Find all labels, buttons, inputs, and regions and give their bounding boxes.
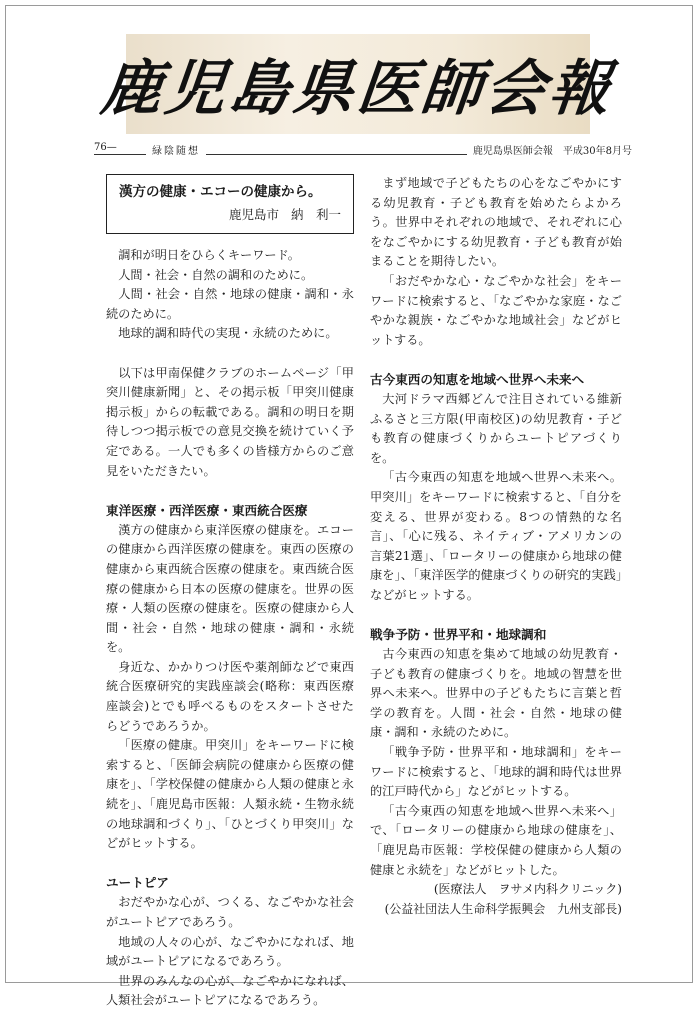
- section-name: 緑陰随想: [146, 142, 206, 157]
- signature-affiliation: (公益社団法人生命科学振興会 九州支部長): [384, 901, 622, 916]
- body-paragraph: 大河ドラマ西郷どんで注目されている維新ふるさと三方限(甲南校区)の幼児教育・子ども教育の健康づくりからユートピアづくりを。: [370, 391, 622, 465]
- body-paragraph: 身近な、かかりつけ医や薬剤師などで東西統合医療研究的実践座談会(略称：東西医療座談会)とでも呼べるものをスタートさせたらどうであろうか。: [106, 659, 354, 733]
- signature-affiliation: (医療法人 ヲサメ内科クリニック): [433, 882, 622, 897]
- body-paragraph: 世界のみんなの心が、なごやかになれば、人類社会がユートピアになるであろう。: [106, 973, 354, 1008]
- left-column: [106, 174, 354, 1011]
- body-paragraph: 「古今東西の知恵を地域へ世界へ未来へ。甲突川」をキーワードに検索すると、「自分を変える、世界が変わる。8つの情熱的な名言」、「心に残る、ネイティブ・アメリカンの言葉21選」、「ロータリーの健康から地球の健康を」、「東洋医学的健康づくりの研究的実践」などがヒットする。: [370, 470, 622, 602]
- masthead-banner: [97, 34, 618, 134]
- page-header: [94, 142, 632, 158]
- journal-page: [5, 5, 693, 1008]
- intro-line: 人間・社会・自然の調和のために。: [118, 267, 314, 282]
- body-paragraph: 「古今東西の知恵を地域へ世界へ未来へ」で、「ロータリーの健康から地球の健康を」、「鹿児島市医報：学校保健の健康から人類の健康と永続を」などがヒットした。: [370, 803, 622, 877]
- intro-line: 人間・社会・自然・地球の健康・調和・永続のために。: [106, 287, 354, 321]
- intro-line: 調和が明日をひらくキーワード。: [118, 248, 300, 262]
- body-paragraph: 「戦争予防・世界平和・地球調和」をキーワードに検索すると、「地球的調和時代は世界的江戸時代から」などがヒットする。: [370, 745, 622, 799]
- author-city: 鹿児島市: [228, 207, 279, 222]
- section-heading: 東洋医療・西洋医療・東西統合医療: [106, 502, 308, 518]
- article-title-box: [106, 174, 354, 234]
- author-line: [119, 203, 343, 227]
- issue-info: 鹿児島県医師会報 平成30年8月号: [467, 142, 632, 157]
- section-heading: 戦争予防・世界平和・地球調和: [370, 627, 547, 643]
- body-paragraph: 「医療の健康。甲突川」をキーワードに検索すると、「医師会病院の健康から医療の健康を」、「学校保健の健康から人類の健康と永続を」、「鹿児島市医報：人類永続・生物永続の地球調和づくり」、「ひとづくり甲突川」などがヒットする。: [106, 738, 354, 851]
- body-paragraph: まず地域で子どもたちの心をなごやかにする幼児教育・子ども教育を始めたらよかろう。世界中それぞれの地域で、それぞれに心をなごやかにする幼児教育・子ども教育が始まることを期待したい。: [370, 176, 622, 269]
- body-paragraph: おだやかな心が、つくる、なごやかな社会がユートピアであろう。: [106, 895, 354, 929]
- author-name: 納 利一: [290, 207, 341, 222]
- right-column: [370, 174, 622, 919]
- section-heading: 古今東西の知恵を地域へ世界へ未来へ: [370, 371, 585, 387]
- body-paragraph: 漢方の健康から東洋医療の健康を。エコーの健康から西洋医療の健康を。東西の医療の健康から東西統合医療の健康を。東西統合医療の健康から日本の医療の健康を。世界の医療・人類の医療の健康を。医療の健康から人間・社会・自然・地球の健康・調和・永続を。: [106, 522, 354, 655]
- preface-paragraph: 以下は甲南保健クラブのホームページ「甲突川健康新聞」と、その掲示板「甲突川健康掲示板」からの転載である。調和の明日を期待しつつ掲示板での意見交換を続けていく予定である。一人でも多くの皆様方からのご意見をいただきたい。: [106, 365, 354, 478]
- section-heading: ユートピア: [106, 875, 169, 891]
- masthead-title: 鹿児島県医師会報: [97, 54, 618, 124]
- body-paragraph: 地域の人々の心が、なごやかになれば、地域がユートピアになるであろう。: [106, 934, 354, 969]
- page-number: 76—: [94, 142, 121, 153]
- article-title: 漢方の健康・エコーの健康から。: [119, 184, 322, 200]
- body-paragraph: 「おだやかな心・なごやかな社会」をキーワードに検索すると、「なごやかな家庭・なごやかな親族・なごやかな地域社会」などがヒットする。: [370, 273, 622, 347]
- body-paragraph: 古今東西の知恵を集めて地域の幼児教育・子ども教育の健康づくりを。地域の智慧を世界へ未来へ。世界中の子どもたちに言葉と哲学の教育を。人間・社会・自然・地球の健康・調和・永続のために。: [370, 647, 622, 740]
- intro-line: 地球的調和時代の実現・永続のために。: [118, 326, 338, 341]
